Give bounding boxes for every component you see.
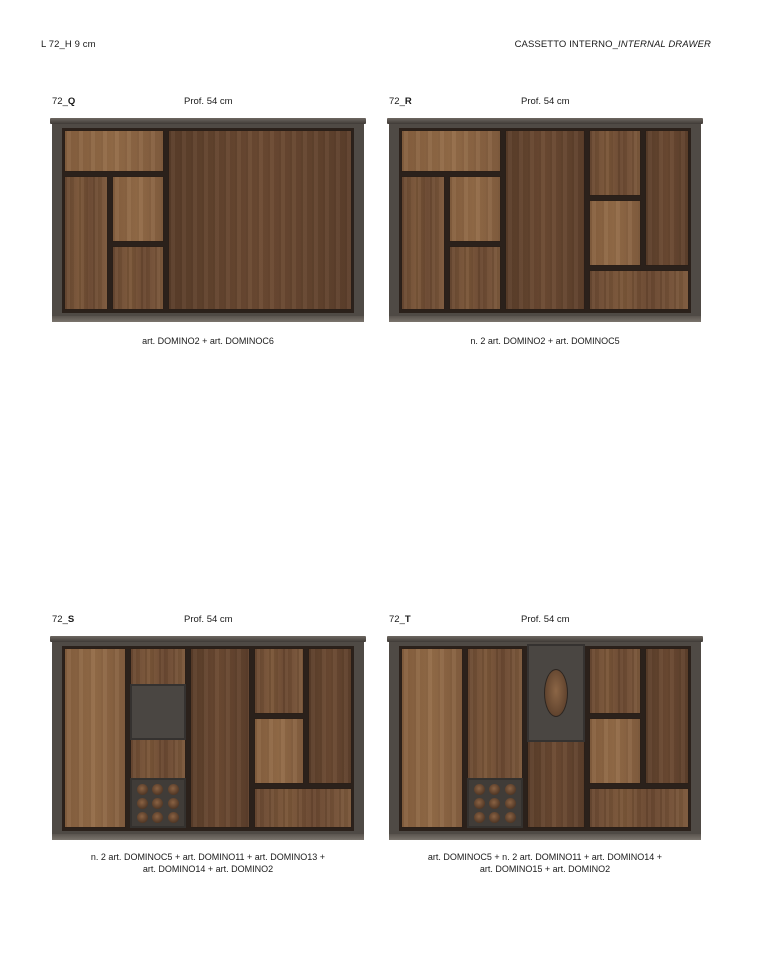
panel-heading <box>52 614 364 628</box>
wood-compartment <box>589 130 641 196</box>
bottle-hole <box>137 812 148 823</box>
wood-compartment <box>254 648 304 714</box>
wood-compartment <box>589 270 689 310</box>
panel-heading <box>389 614 701 628</box>
bottle-hole <box>505 784 516 795</box>
panel-heading <box>389 96 701 110</box>
page-title-en: INTERNAL DRAWER <box>618 39 711 50</box>
panel-caption <box>52 336 364 348</box>
wood-compartment <box>645 648 689 784</box>
bottle-hole <box>474 798 485 809</box>
panel-depth: Prof. 54 cm <box>184 614 233 625</box>
wood-compartment <box>589 788 689 828</box>
caption-line: art. DOMINO14 + art. DOMINO2 <box>142 863 274 874</box>
wood-compartment <box>401 648 463 828</box>
bottle-hole <box>489 812 500 823</box>
caption-line: n. 2 art. DOMINOC5 + art. DOMINO11 + art. DOMINO13 + <box>90 852 326 862</box>
wood-compartment <box>645 130 689 266</box>
wood-compartment <box>112 246 164 310</box>
wood-compartment <box>168 130 352 310</box>
panel-code <box>389 96 412 107</box>
drawer-image <box>389 636 701 840</box>
drawer-image <box>389 118 701 322</box>
panel-code <box>52 96 75 107</box>
bottle-hole <box>168 784 179 795</box>
caption-line: art. DOMINO2 + art. DOMINOC6 <box>142 336 274 346</box>
wood-compartment <box>64 130 164 172</box>
drawer-panel-q <box>52 96 364 346</box>
wood-compartment <box>64 176 108 310</box>
bottle-hole <box>489 784 500 795</box>
panel-code-prefix: 72_ <box>52 614 68 625</box>
caption-line: art. DOMINO15 + art. DOMINO2 <box>479 863 611 874</box>
panel-code <box>389 614 411 625</box>
caption-line: n. 2 art. DOMINO2 + art. DOMINOC5 <box>470 336 620 346</box>
panel-caption <box>389 852 701 875</box>
wood-compartment <box>112 176 164 242</box>
wood-compartment <box>401 130 501 172</box>
organizer-tray <box>130 684 186 740</box>
wood-compartment <box>308 648 352 784</box>
oval-cutout <box>544 669 568 717</box>
drawer-interior <box>62 646 354 831</box>
drawer-interior <box>399 128 691 313</box>
wood-compartment <box>254 718 304 784</box>
wood-compartment <box>505 130 585 310</box>
panel-code <box>52 614 74 625</box>
panel-code-letter: T <box>404 614 411 625</box>
oval-tray <box>527 644 585 742</box>
drawer-panel-s <box>52 614 364 874</box>
wood-compartment <box>589 648 641 714</box>
panel-depth: Prof. 54 cm <box>184 96 233 107</box>
bottle-hole <box>168 798 179 809</box>
bottle-hole <box>505 798 516 809</box>
wood-compartment <box>449 246 501 310</box>
drawer-image <box>52 118 364 322</box>
bottle-hole <box>474 784 485 795</box>
panel-code-prefix: 72_ <box>52 96 68 107</box>
drawer-interior <box>62 128 354 313</box>
drawer-interior <box>399 646 691 831</box>
wood-compartment <box>190 648 250 828</box>
drawer-panel-r <box>389 96 701 346</box>
drawer-panel-t <box>389 614 701 874</box>
bottle-hole <box>505 812 516 823</box>
panel-caption <box>389 336 701 348</box>
bottle-hole <box>152 812 163 823</box>
panel-caption <box>52 852 364 875</box>
panel-code-letter: R <box>404 96 412 107</box>
bottle-hole <box>168 812 179 823</box>
bottle-holder <box>130 778 186 828</box>
wood-compartment <box>589 200 641 266</box>
page-size-label: L 72_H 9 cm <box>41 39 96 50</box>
panel-code-letter: S <box>67 614 75 625</box>
wood-compartment <box>254 788 352 828</box>
bottle-hole <box>137 798 148 809</box>
bottle-holder <box>467 778 523 828</box>
bottle-hole <box>152 798 163 809</box>
bottle-hole <box>137 784 148 795</box>
bottle-hole <box>152 784 163 795</box>
panel-depth: Prof. 54 cm <box>521 614 570 625</box>
panel-code-letter: Q <box>67 96 76 107</box>
panel-code-prefix: 72_ <box>389 614 405 625</box>
wood-compartment <box>401 176 445 310</box>
wood-compartment <box>64 648 126 828</box>
page-title-it: CASSETTO INTERNO_ <box>514 39 618 50</box>
panel-code-prefix: 72_ <box>389 96 405 107</box>
drawer-image <box>52 636 364 840</box>
caption-line: art. DOMINOC5 + n. 2 art. DOMINO11 + art. DOMINO14 + <box>427 852 663 862</box>
wood-compartment <box>449 176 501 242</box>
page-title <box>515 39 711 50</box>
bottle-hole <box>489 798 500 809</box>
wood-compartment <box>589 718 641 784</box>
bottle-hole <box>474 812 485 823</box>
panel-depth: Prof. 54 cm <box>521 96 570 107</box>
panel-heading <box>52 96 364 110</box>
